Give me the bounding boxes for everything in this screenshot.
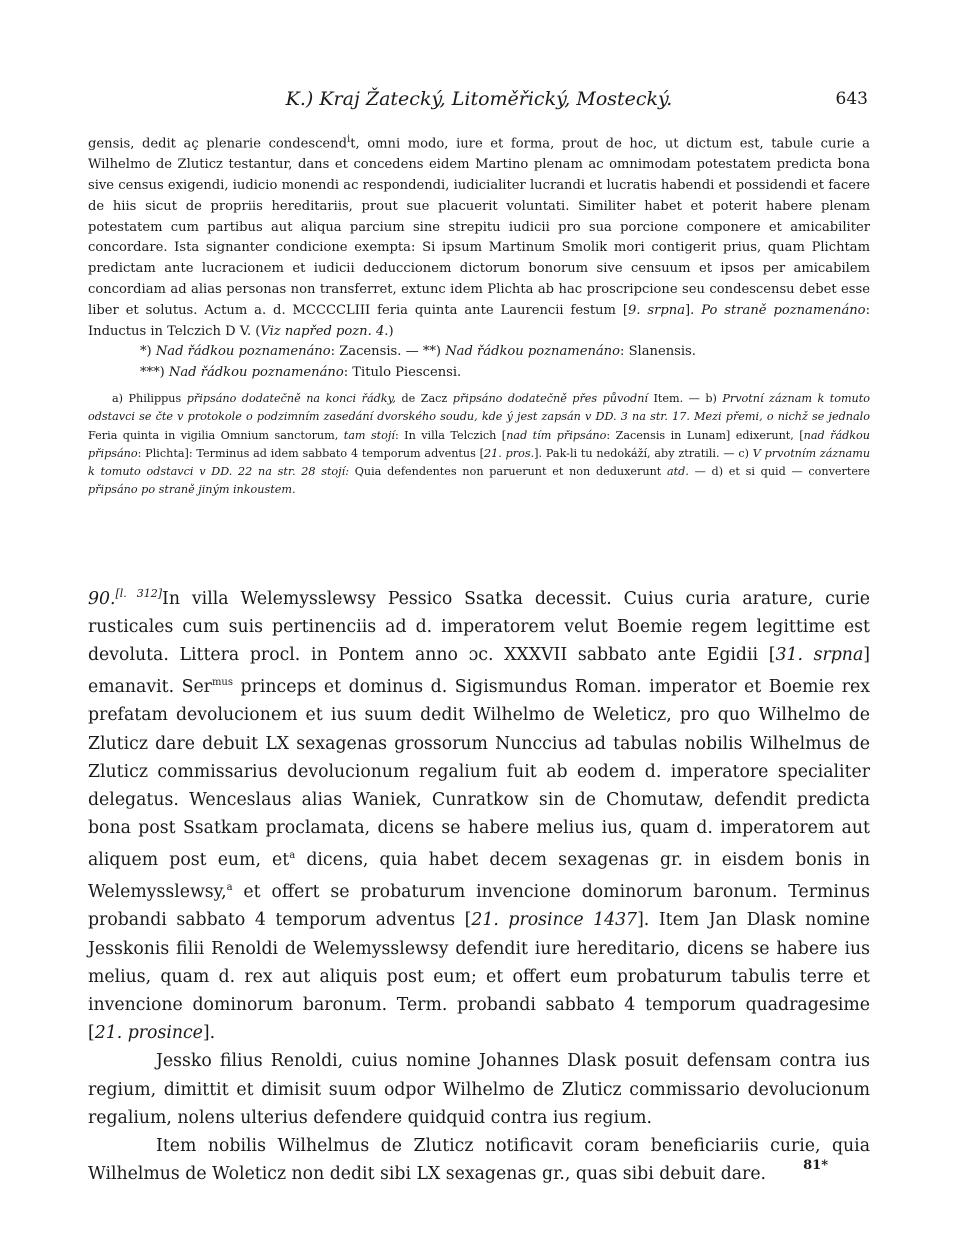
text-run: ]. — [685, 302, 702, 318]
signature-mark: 81* — [803, 1158, 828, 1173]
reference-italic: Viz napřed pozn. 4. — [260, 323, 389, 339]
entry-number: 90. — [88, 588, 116, 609]
superscript: i — [347, 134, 351, 145]
continued-paragraph — [88, 130, 870, 342]
note-star1: *) Nad řádkou poznamenáno: Zacensis. — **) Nad řádkou poznamenáno: Slanensis. — [140, 344, 696, 360]
running-head — [88, 86, 870, 112]
margin-note-italic: Po straně poznamenáno — [701, 302, 866, 318]
main-text — [88, 580, 870, 1188]
running-title: K.) Kraj Žatecký, Litoměřický, Mostecký. — [285, 88, 673, 110]
note-star3: ***) Nad řádkou poznamenáno: Titulo Piescensi. — [140, 365, 462, 381]
footnote-a-b-c-d: a) Philippus připsáno dodatečně na konci řádky, de Zacz připsáno dodatečně přes původní Item. — b) Prvotní záznam k tomuto odstavci se čte v protokole o podzimním zasedání dvorského soudu, kde ý jest zapsán v DD. 3 na str. 17. Mezi přemi, o nichž se jednalo Feria quinta in vigilia Omnium sanctorum, tam stojí: In villa Telczich [nad tím připsáno: Zacensis in Lunam] edixerunt, [nad řádkou připsáno: Plichta]: Terminus ad idem sabbato 4 temporum adventus [21. pros.]. Pak-li tu nedokáží, aby ztratili. — c) V prvotním záznamu k tomuto odstavci v DD. 22 na str. 28 stojí: Quia defendentes non paruerunt et non deduxerunt atd. — d) et si quid — convertere připsáno po straně jiným inkoustem. — [88, 391, 871, 497]
paragraph-jessko: Jessko filius Renoldi, cuius nomine Johannes Dlask posuit defensam contra ius regium, dimittit et dimisit suum odpor Wilhelmo de Zluticz commissario devolucionum regalium, nolens ulterius defendere quidquid contra ius regium. — [88, 1051, 870, 1128]
text-run: ) — [388, 323, 394, 339]
text-run: : Inductus in Telczich D V. ( — [88, 302, 870, 339]
footnotes — [88, 390, 870, 500]
text-run: t, omni modo, iure et forma, prout de hoc, ut dictum est, tabule curie a Wilhelmo de Zluticz testantur, dans et concedens eidem Martino plenam ac omnimodam potestatem predicta bona sive census exigendi, iudicio monendi ac respondendi, iudicialiter lucrandi et lucratis habendi et possidendi et facere de hiis sicut de propriis hereditariis, prout sue placuerit voluntati. Similiter habet et poterit habere plenam potestatem cum partibus aut aliqua parcium sine strepitu iudicii pro sua porcione componere et amicabiliter concordare. Ista signanter condicione exempta: Si ipsum Martinum Smolik mori contigerit prius, quam Plichtam predictam ante lucracionem et iudicii deduccionem dictorum bonorum sive censuum et ipsos per amicabilem concordiam ad alias personas non transferret, extunc idem Plichta ab hac proscripcione seu condescensu debet esse liber et solutus. Actum a. d. MCCCCLIII feria quinta ante Laurencii festum [ — [88, 136, 870, 318]
text-run: gensis, dedit aç plenarie condescend — [88, 136, 347, 152]
folio-marker: [l. 312] — [115, 587, 163, 600]
paragraph-item-nobilis: Item nobilis Wilhelmus de Zluticz notificavit coram beneficiariis curie, quia Wilhelmus de Woleticz non dedit sibi LX sexagenas gr., quas sibi debuit dare. — [88, 1135, 870, 1185]
date-italic: 9. srpna — [627, 302, 685, 318]
document-page — [88, 0, 870, 1234]
page-number: 643 — [835, 89, 868, 109]
continued-section — [88, 130, 870, 500]
paragraph-90: 90.[l. 312]In villa Welemysslewsy Pessico Ssatka decessit. Cuius curia arature, curie rusticales cum suis pertinenciis ad d. imperatorem velut Boemie regem legittime est devoluta. Littera procl. in Pontem anno ɔc. XXXVII sabbato ante Egidii [31. srpna] emanavit. Ser$^{mus}$ princeps et dominus d. Sigismundus Roman. imperator et Boemie rex prefatam devolucionem et ius suum dedit Wilhelmo de Weleticz, pro quo Wilhelmo de Zluticz dare debuit LX sexagenas grossorum Nunccius ad tabulas nobilis Wilhelmus de Zluticz commissarius devolucionum regalium fuit ab eodem d. imperatore specialiter delegatus. Wenceslaus alias Waniek, Cunratkow sin de Chomutaw, defendit predicta bona post Ssatkam proclamata, dicens se habere melius ius, quam d. imperatorem aut aliquem post eum, $et^a$ dicens, quia habet decem sexagenas gr. in eisdem bonis in Welemysslewsy,$^a$ et offert se probaturum invencione dominorum baronum. Terminus probandi sabbato 4 temporum adventus [21. prosince 1437]. Item Jan Dlask nomine Jesskonis filii Renoldi de Welemysslewsy defendit iure hereditario, dicens se habere ius melius, quam d. rex aut aliquis post eum; et offert eum probaturum tabulis terre et invencione dominorum baronum. Term. probandi sabbato 4 temporum quadragesime [21. prosince]. — [88, 587, 870, 1044]
